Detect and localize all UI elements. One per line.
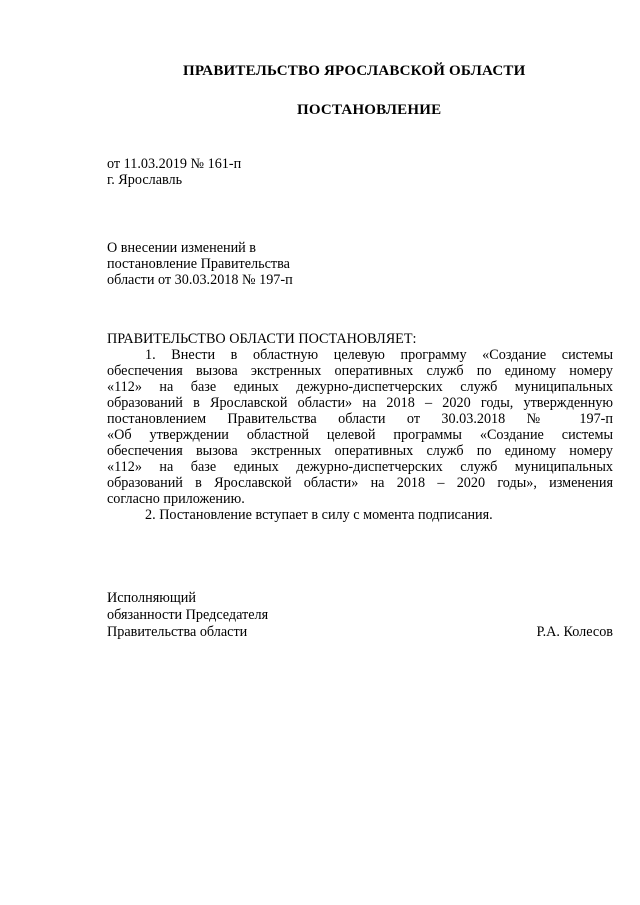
government-title: ПРАВИТЕЛЬСТВО ЯРОСЛАВСКОЙ ОБЛАСТИ [183, 63, 526, 79]
date-number: от 11.03.2019 № 161-п [107, 156, 242, 172]
item1-line: образований в Ярославской области» на 2018 – 2020 годы, утвержденную [107, 395, 613, 411]
item1-line: «112» на базе единых дежурно-диспетчерских служб муниципальных [107, 379, 613, 395]
subject-line: О внесении изменений в [107, 240, 257, 256]
item1-line: «112» на базе единых дежурно-диспетчерских служб муниципальных [107, 459, 613, 475]
document-type-title: ПОСТАНОВЛЕНИЕ [297, 102, 442, 118]
signatory-position-line: Правительства области [107, 624, 248, 640]
item1-line: согласно приложению. [107, 491, 245, 507]
document-meta [107, 156, 241, 188]
signatory-position-line: обязанности Председателя [107, 607, 269, 623]
item1-line: «Об утверждении областной целевой программы «Создание системы [107, 427, 613, 443]
document-subject [107, 240, 293, 288]
subject-line: области от 30.03.2018 № 197-п [107, 272, 293, 288]
signature-row [107, 624, 613, 641]
item1-line: обеспечения вызова экстренных оперативных служб по единому номеру [107, 443, 613, 459]
city: г. Ярославль [107, 172, 183, 188]
preamble: ПРАВИТЕЛЬСТВО ОБЛАСТИ ПОСТАНОВЛЯЕТ: [107, 331, 417, 347]
item1-line: 1. Внести в областную целевую программу «Создание системы [145, 347, 613, 363]
item2: 2. Постановление вступает в силу с момента подписания. [145, 507, 493, 523]
signatory-name: Р.А. Колесов [536, 624, 613, 640]
signature-block [107, 590, 613, 641]
item1-line: обеспечения вызова экстренных оперативных служб по единому номеру [107, 363, 613, 379]
item1-line: образований в Ярославской области» на 2018 – 2020 годы», изменения [107, 475, 613, 491]
subject-line: постановление Правительства [107, 256, 290, 272]
signatory-position-line: Исполняющий [107, 590, 196, 606]
item1-line: постановлением Правительства области от 30.03.2018 № 197-п [107, 411, 613, 427]
document-body [107, 331, 613, 523]
